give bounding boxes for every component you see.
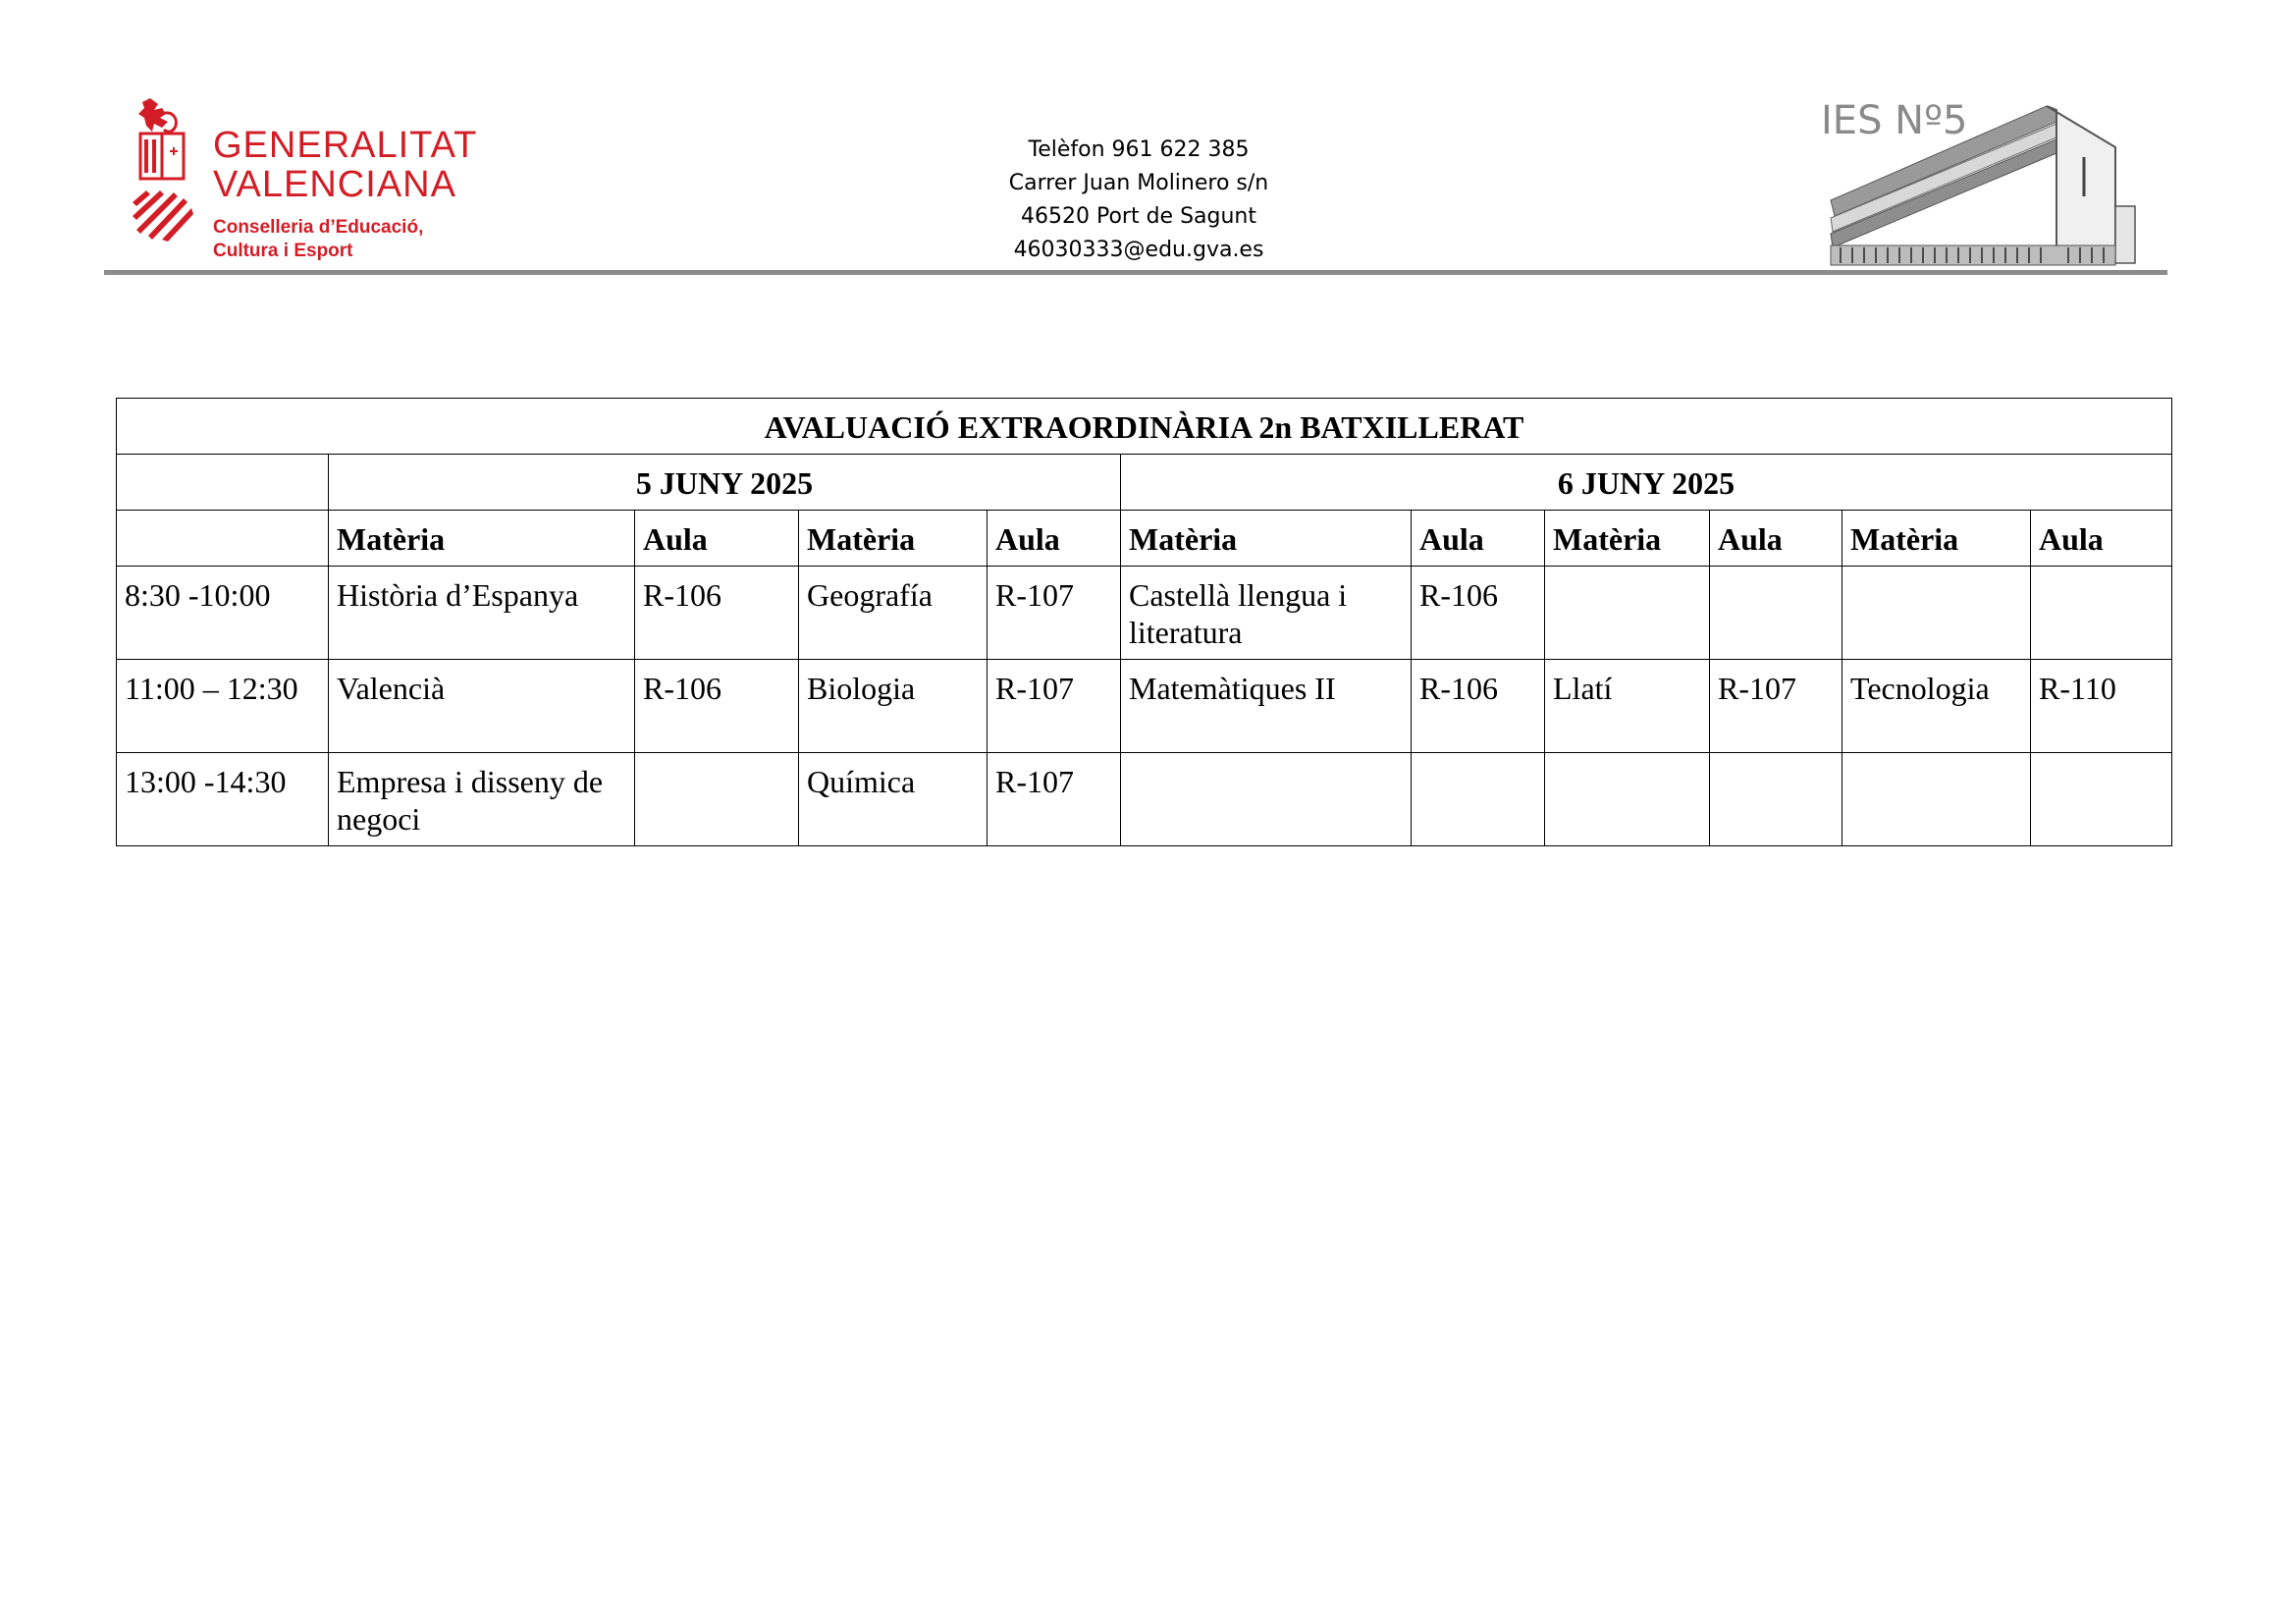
contact-phone: Telèfon 961 622 385: [1028, 137, 1250, 162]
generalitat-name: [213, 126, 477, 204]
room-cell: [635, 753, 799, 846]
header-divider: [104, 270, 2167, 275]
column-header-room: Aula: [2031, 511, 2172, 567]
conselleria-line2: Cultura i Esport: [213, 241, 353, 261]
column-header-subject: Matèria: [1842, 511, 2031, 567]
room-cell: R-107: [988, 753, 1121, 846]
conselleria-name: [213, 216, 423, 263]
table-title: AVALUACIÓ EXTRAORDINÀRIA 2n BATXILLERAT: [117, 399, 2172, 455]
contact-email: 46030333@edu.gva.es: [1013, 238, 1264, 262]
date-header-row: [117, 455, 2172, 511]
room-cell: R-107: [988, 660, 1121, 753]
room-cell: R-106: [635, 660, 799, 753]
subject-cell: Geografía: [799, 567, 988, 660]
exam-schedule-table: [116, 398, 2172, 846]
column-header-room: Aula: [988, 511, 1121, 567]
subject-cell: Química: [799, 753, 988, 846]
column-header-subject: Matèria: [329, 511, 635, 567]
date-header-5-june: 5 JUNY 2025: [329, 455, 1121, 511]
time-slot: 8:30 -10:00: [117, 567, 329, 660]
table-row: [117, 660, 2172, 753]
room-cell: R-107: [988, 567, 1121, 660]
ies-logo-text: IES Nº5: [1821, 98, 1968, 143]
contact-city: 46520 Port de Sagunt: [1020, 204, 1256, 229]
column-header-subject: Matèria: [799, 511, 988, 567]
time-slot: 11:00 – 12:30: [117, 660, 329, 753]
empty-header-cell: [117, 511, 329, 567]
column-header-row: [117, 511, 2172, 567]
generalitat-logo: [133, 96, 476, 263]
room-cell: R-110: [2031, 660, 2172, 753]
conselleria-line1: Conselleria d’Educació,: [213, 217, 424, 238]
table-row: [117, 567, 2172, 660]
subject-cell: [1545, 567, 1710, 660]
room-cell: R-107: [1710, 660, 1842, 753]
room-cell: R-106: [1412, 567, 1545, 660]
column-header-room: Aula: [1710, 511, 1842, 567]
room-cell: [2031, 753, 2172, 846]
column-header-subject: Matèria: [1545, 511, 1710, 567]
subject-cell: [1842, 567, 2031, 660]
subject-cell: Llatí: [1545, 660, 1710, 753]
time-slot: 13:00 -14:30: [117, 753, 329, 846]
room-cell: [1710, 567, 1842, 660]
contact-block: [913, 134, 1364, 267]
column-header-room: Aula: [1412, 511, 1545, 567]
generalitat-name-line2: VALENCIANA: [213, 164, 456, 205]
room-cell: [2031, 567, 2172, 660]
contact-street: Carrer Juan Molinero s/n: [1008, 171, 1269, 195]
room-cell: [1710, 753, 1842, 846]
subject-cell: Castellà llengua i literatura: [1121, 567, 1412, 660]
date-header-6-june: 6 JUNY 2025: [1121, 455, 2172, 511]
subject-cell: Valencià: [329, 660, 635, 753]
generalitat-name-line1: GENERALITAT: [213, 125, 478, 166]
table-title-row: [117, 399, 2172, 455]
subject-cell: [1842, 753, 2031, 846]
subject-cell: Tecnologia: [1842, 660, 2031, 753]
column-header-room: Aula: [635, 511, 799, 567]
room-cell: [1412, 753, 1545, 846]
subject-cell: [1545, 753, 1710, 846]
table-row: [117, 753, 2172, 846]
ies-logo: [1821, 98, 2145, 275]
generalitat-emblem-icon: [133, 96, 195, 244]
empty-header-cell: [117, 455, 329, 511]
room-cell: R-106: [1412, 660, 1545, 753]
room-cell: R-106: [635, 567, 799, 660]
subject-cell: [1121, 753, 1412, 846]
subject-cell: Empresa i disseny de negoci: [329, 753, 635, 846]
subject-cell: Història d’Espanya: [329, 567, 635, 660]
subject-cell: Biologia: [799, 660, 988, 753]
subject-cell: Matemàtiques II: [1121, 660, 1412, 753]
column-header-subject: Matèria: [1121, 511, 1412, 567]
